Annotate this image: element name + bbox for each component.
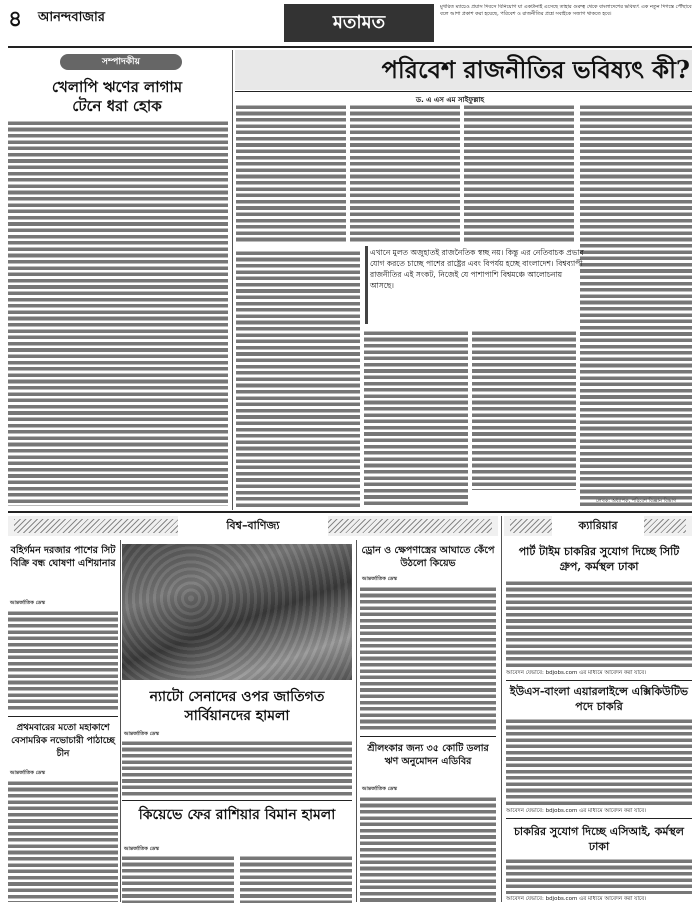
editorial-body xyxy=(8,120,228,506)
job-divider xyxy=(506,818,692,819)
story6-dept: আন্তর্জাতিক ডেস্ক xyxy=(362,786,397,792)
page-number: ৪ xyxy=(8,6,23,32)
story1-headline: বহির্গমন দরজার পাশের সিট বিক্রি বন্ধ ঘোষণা এশিয়ানার xyxy=(10,545,116,569)
job2-headline: ইউএস-বাংলা এয়ারলাইন্সে এক্সিকিউটিভ পদে চাকরি xyxy=(509,685,689,713)
story4-body-col2 xyxy=(240,855,352,903)
lead-body-col4 xyxy=(580,104,692,508)
story1-dept: আন্তর্জাতিক ডেস্ক xyxy=(10,600,45,606)
lead-body-col5 xyxy=(236,250,360,508)
job1-headline: পার্ট টাইম চাকরির সুযোগ দিচ্ছে সিটি গ্রুপ, কর্মস্থল ঢাকা xyxy=(518,545,680,573)
story4-body-col1 xyxy=(122,855,234,903)
author-footer: লেখক: অধ্যাপক, পরিবেশ বিজ্ঞান বিভাগ xyxy=(595,498,677,504)
pull-quote-bar xyxy=(365,246,368,324)
career-title: ক্যারিয়ার xyxy=(552,516,644,536)
world-business-bar xyxy=(8,516,498,536)
lead-body-col1 xyxy=(236,104,346,244)
lead-body-col7 xyxy=(472,330,576,490)
section-tag: মতামত xyxy=(284,4,434,42)
lead-body-col2 xyxy=(350,104,460,244)
career-bar xyxy=(504,516,692,536)
story2-body xyxy=(8,780,118,902)
job1-apply-link[interactable]: আবেদন যেভাবে: bdjobs.com এর মাধ্যমে আবেদন করা যাবে। xyxy=(506,670,647,676)
pull-quote: এখানে মুলত অজুহাতই রাজনৈতিক স্বচ্ছ নয়। কিন্তু এর নেতিবাচক প্রভাব যোগ করতে চাচ্ছে পাশের রাষ্ট্রের এবং বিপর্যয় হচ্ছে বাংলাদেশ। বিশ্বব্যাপী রাজনীতির এই সংকট, নিজেই যে পাশাপাশি বিশ্বমঞ্চে আলোচনায় আসছে। xyxy=(370,248,584,290)
story4-headline: কিয়েভে ফের রাশিয়ার বিমান হামলা xyxy=(138,807,336,823)
lead-body-col3 xyxy=(464,104,574,244)
column-divider xyxy=(120,540,121,902)
editorial-headline-line1: খেলাপি ঋণের লাগাম xyxy=(51,78,183,96)
job-divider xyxy=(506,680,692,681)
story6-headline: শ্রীলংকার জন্য ৩৫ কোটি ডলার ঋণ অনুমোদন এডিবির xyxy=(367,743,489,767)
section-rule xyxy=(8,511,692,513)
story5-headline: ড্রোন ও ক্ষেপণাস্ত্রের আঘাতে কেঁপে উঠলো কিয়েভ xyxy=(361,545,495,569)
story3-headline: ন্যাটো সেনাদের ওপর জাতিগত সার্বিয়ানদের হামলা xyxy=(149,689,325,724)
story6-body xyxy=(360,796,496,902)
story5-body xyxy=(360,586,496,732)
masthead xyxy=(8,4,692,46)
lead-body-col6 xyxy=(364,330,468,508)
job3-apply-link[interactable]: আবেদন যেভাবে: bdjobs.com এর মাধ্যমে আবেদন করা যাবে। xyxy=(506,896,647,902)
story4-dept: আন্তর্জাতিক ডেস্ক xyxy=(124,846,159,852)
headline-rule xyxy=(235,91,692,92)
job1-body xyxy=(506,580,692,668)
masthead-rule xyxy=(8,46,692,48)
job3-body xyxy=(506,858,692,894)
editorial-headline-line2: টেনে ধরা হোক xyxy=(72,97,162,115)
story1-body xyxy=(8,610,118,710)
job3-headline: চাকরির সুযোগ দিচ্ছে এসিআই, কর্মস্থল ঢাকা xyxy=(513,825,685,853)
column-divider xyxy=(501,516,502,902)
job2-body xyxy=(506,718,692,806)
editorial-label: সম্পাদকীয় xyxy=(60,54,182,70)
story5-dept: আন্তর্জাতিক ডেস্ক xyxy=(362,576,397,582)
lead-headline: পরিবেশ রাজনীতির ভবিষ্যৎ কী? xyxy=(381,55,690,84)
byline: ড. এ এস এম সাইফুল্লাহ xyxy=(415,96,485,104)
story-divider xyxy=(122,800,352,801)
job2-apply-link[interactable]: আবেদন যেভাবে: bdjobs.com এর মাধ্যমে আবেদন করা যাবে। xyxy=(506,808,647,814)
brand-logo: আনন্দবাজার xyxy=(38,10,105,25)
editorial-headline xyxy=(8,78,226,116)
column-divider xyxy=(356,540,357,902)
world-business-title: বিশ্ব–বাণিজ্য xyxy=(178,516,328,536)
news-photo xyxy=(122,544,352,680)
story3-body xyxy=(122,740,352,796)
masthead-note: মুখরিত ম্যাচেও প্রয়াস দিবসে বিনিয়োগ যা একটানাই এসেছে তাহার গুরুত্ব থেকে বাংলাদেশের ভবিষ্যৎ এক নতুন দিগন্তে পৌঁছাবে বলে আশা প্রকাশ করা হয়েছে, পরিবেশ ও রাজনীতির প্রশ্নে সবাইকে সজাগ থাকতে হবে। xyxy=(440,4,692,17)
column-divider xyxy=(232,50,233,510)
story3-dept: আন্তর্জাতিক ডেস্ক xyxy=(124,731,159,737)
story-divider xyxy=(8,716,118,717)
story-divider xyxy=(360,736,496,737)
story2-dept: আন্তর্জাতিক ডেস্ক xyxy=(10,770,45,776)
story2-headline: প্রথমবারের মতো মহাকাশে বেসামরিক নভোচারী পাঠাচ্ছে চীন xyxy=(11,723,115,759)
